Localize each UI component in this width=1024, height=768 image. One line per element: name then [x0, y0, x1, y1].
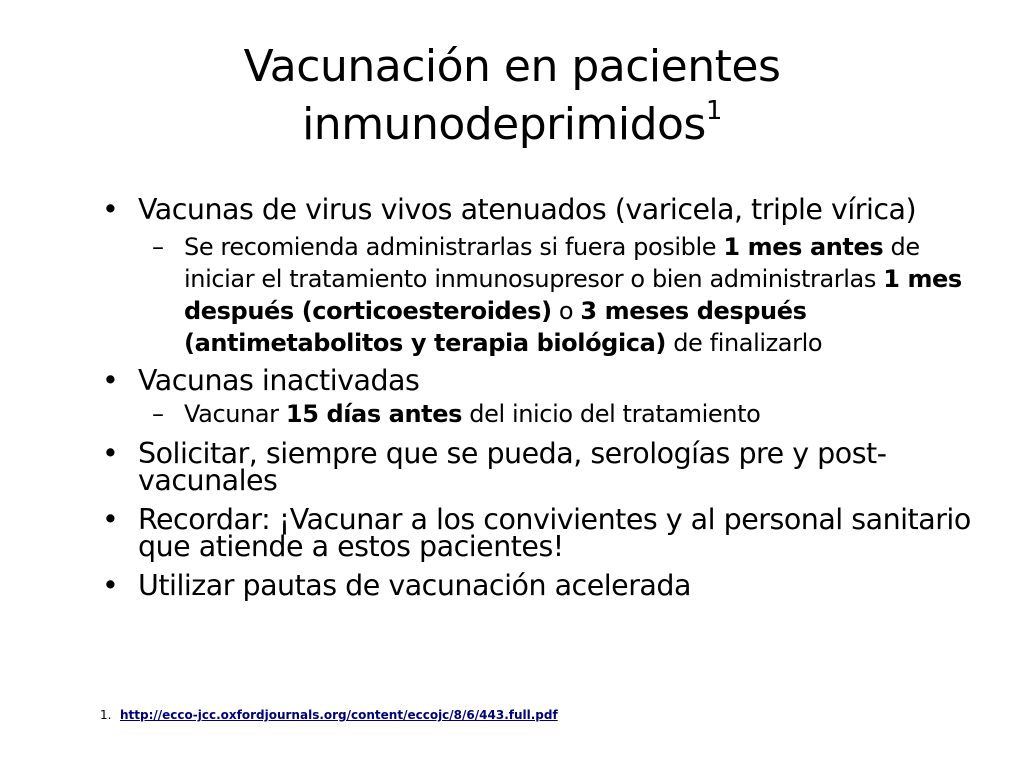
subbullet-text: de iniciar el tratamiento inmunosupresor o bien administrarlas [184, 233, 920, 293]
bullet-serologies: • Solicitar, siempre que se pueda, serologías pre y post-vacunales [100, 440, 980, 494]
subbullet-inactivated-timing [100, 398, 980, 430]
subbullet-text: del inicio del tratamiento [462, 400, 761, 428]
footnote-number: 1. [100, 708, 112, 722]
slide-title [80, 38, 944, 154]
subbullet-emphasis: 1 mes antes [723, 233, 884, 261]
bullet-accelerated-schedules: • Utilizar pautas de vacunación acelerada [100, 572, 980, 599]
footnote [100, 708, 558, 722]
subbullet-text: Vacunar [184, 400, 286, 428]
subbullet-text: Se recomienda administrarlas si fuera posible [184, 233, 724, 261]
subbullet-emphasis: 3 meses después (antimetabolitos y terapia biológica) [184, 297, 807, 357]
bullet-vaccinate-contacts: • Recordar: ¡Vacunar a los convivientes y al personal sanitario que atiende a estos pacientes! [100, 506, 980, 560]
subbullet-text: o [551, 297, 581, 325]
slide-body [100, 193, 980, 611]
subbullet-text: de finalizarlo [665, 329, 823, 357]
bullet-live-vaccines: • Vacunas de virus vivos atenuados (varicela, triple vírica) [100, 196, 980, 223]
slide-title-text: Vacunación en pacientes inmunodeprimidos [243, 41, 781, 150]
slide-title-superscript: 1 [705, 96, 722, 126]
subbullet-emphasis: 1 mes después (corticoesteroides) [184, 265, 962, 325]
subbullet-live-vaccines-timing [100, 231, 980, 359]
subbullet-emphasis: 15 días antes [285, 400, 463, 428]
footnote-link[interactable]: http://ecco-jcc.oxfordjournals.org/content/eccojc/8/6/443.full.pdf [120, 708, 558, 722]
bullet-inactivated-vaccines: • Vacunas inactivadas [100, 367, 980, 394]
